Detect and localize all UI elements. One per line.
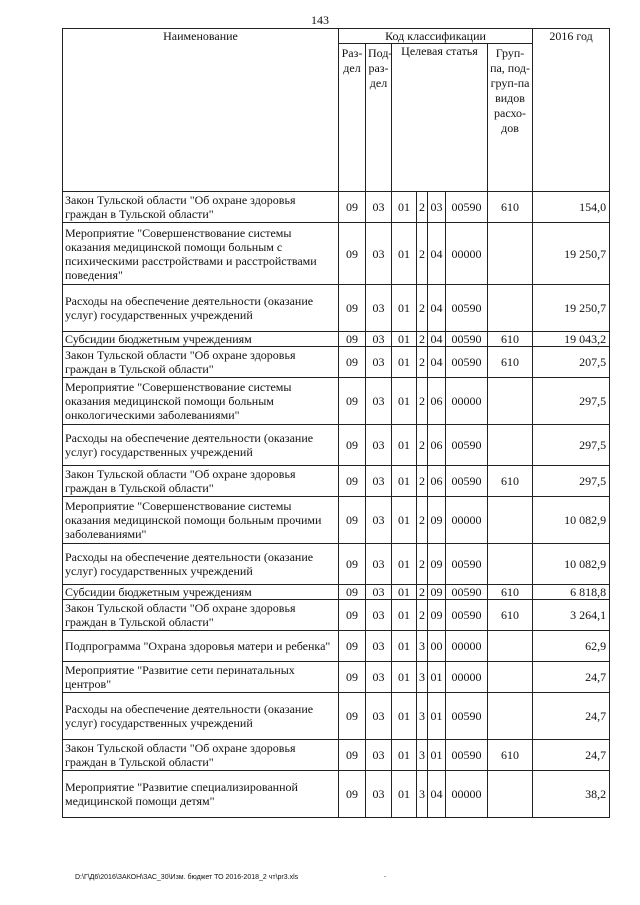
row-expense-group [488, 425, 533, 466]
row-expense-group [488, 378, 533, 425]
row-target-event: 04 [428, 347, 446, 378]
row-name: Мероприятие "Развитие сети перинатальных центров" [63, 662, 339, 693]
row-section: 09 [339, 693, 366, 740]
row-amount: 24,7 [533, 662, 610, 693]
row-section: 09 [339, 378, 366, 425]
row-target-event: 04 [428, 332, 446, 347]
row-target-direction: 00000 [446, 771, 488, 818]
row-amount: 19 250,7 [533, 223, 610, 285]
table-row [63, 600, 610, 631]
row-target-program: 01 [392, 192, 417, 223]
row-target-subprogram: 2 [417, 497, 428, 544]
header-classification: Код классификации [339, 29, 533, 44]
row-subsection: 03 [366, 347, 392, 378]
row-amount: 24,7 [533, 740, 610, 771]
row-section: 09 [339, 425, 366, 466]
row-section: 09 [339, 192, 366, 223]
row-subsection: 03 [366, 693, 392, 740]
row-name: Мероприятие "Совершенствование системы оказания медицинской помощи больным с психическими расстройствами и расстройствами поведения" [63, 223, 339, 285]
row-target-direction: 00590 [446, 544, 488, 585]
row-name: Закон Тульской области "Об охране здоровья граждан в Тульской области" [63, 600, 339, 631]
row-amount: 62,9 [533, 631, 610, 662]
row-target-subprogram: 2 [417, 425, 428, 466]
row-target-direction: 00590 [446, 585, 488, 600]
row-target-program: 01 [392, 771, 417, 818]
header-subsection: Под-раз-дел [366, 44, 392, 192]
row-target-program: 01 [392, 285, 417, 332]
row-subsection: 03 [366, 192, 392, 223]
row-section: 09 [339, 600, 366, 631]
row-target-direction: 00590 [446, 347, 488, 378]
row-target-subprogram: 2 [417, 285, 428, 332]
row-target-event: 09 [428, 544, 446, 585]
row-expense-group: 610 [488, 192, 533, 223]
row-section: 09 [339, 631, 366, 662]
row-expense-group [488, 497, 533, 544]
row-target-program: 01 [392, 693, 417, 740]
row-amount: 3 264,1 [533, 600, 610, 631]
row-target-direction: 00590 [446, 332, 488, 347]
table-row [63, 662, 610, 693]
table-row [63, 285, 610, 332]
row-amount: 38,2 [533, 771, 610, 818]
row-name: Мероприятие "Совершенствование системы оказания медицинской помощи больным онкологическими заболеваниями" [63, 378, 339, 425]
header-year: 2016 год [533, 29, 610, 192]
row-subsection: 03 [366, 223, 392, 285]
row-name: Субсидии бюджетным учреждениям [63, 332, 339, 347]
row-amount: 19 043,2 [533, 332, 610, 347]
row-name: Закон Тульской области "Об охране здоровья граждан в Тульской области" [63, 740, 339, 771]
table-row [63, 740, 610, 771]
row-expense-group: 610 [488, 347, 533, 378]
row-expense-group [488, 631, 533, 662]
row-expense-group: 610 [488, 585, 533, 600]
row-target-event: 04 [428, 223, 446, 285]
row-target-direction: 00590 [446, 285, 488, 332]
row-target-event: 06 [428, 378, 446, 425]
row-section: 09 [339, 332, 366, 347]
row-amount: 297,5 [533, 466, 610, 497]
row-subsection: 03 [366, 425, 392, 466]
row-target-program: 01 [392, 631, 417, 662]
row-target-program: 01 [392, 223, 417, 285]
row-name: Субсидии бюджетным учреждениям [63, 585, 339, 600]
row-target-event: 01 [428, 693, 446, 740]
row-target-event: 09 [428, 497, 446, 544]
row-target-program: 01 [392, 347, 417, 378]
row-target-program: 01 [392, 332, 417, 347]
header-target-article: Целевая статья [392, 44, 488, 192]
row-name: Мероприятие "Развитие специализированной медицинской помощи детям" [63, 771, 339, 818]
table-row [63, 192, 610, 223]
row-subsection: 03 [366, 740, 392, 771]
row-target-program: 01 [392, 497, 417, 544]
row-target-event: 04 [428, 285, 446, 332]
row-target-program: 01 [392, 585, 417, 600]
row-expense-group: 610 [488, 466, 533, 497]
table-row [63, 347, 610, 378]
row-target-event: 04 [428, 771, 446, 818]
row-section: 09 [339, 740, 366, 771]
row-expense-group [488, 771, 533, 818]
row-expense-group: 610 [488, 740, 533, 771]
row-target-event: 09 [428, 600, 446, 631]
row-target-subprogram: 3 [417, 693, 428, 740]
row-section: 09 [339, 347, 366, 378]
row-target-subprogram: 2 [417, 585, 428, 600]
row-subsection: 03 [366, 771, 392, 818]
row-subsection: 03 [366, 332, 392, 347]
footer-file-path: D:\Г\Д6\2016\ЗАКОН\ЗАС_30\Изм. бюджет ТО 2016-2018_2 чт\pr3.xls [75, 874, 299, 881]
row-section: 09 [339, 544, 366, 585]
row-target-subprogram: 2 [417, 223, 428, 285]
row-section: 09 [339, 223, 366, 285]
row-expense-group [488, 662, 533, 693]
row-subsection: 03 [366, 662, 392, 693]
budget-table [62, 28, 610, 818]
row-target-program: 01 [392, 425, 417, 466]
row-target-event: 09 [428, 585, 446, 600]
row-name: Закон Тульской области "Об охране здоровья граждан в Тульской области" [63, 466, 339, 497]
row-subsection: 03 [366, 285, 392, 332]
row-target-direction: 00590 [446, 693, 488, 740]
row-target-subprogram: 2 [417, 332, 428, 347]
row-amount: 297,5 [533, 378, 610, 425]
row-target-program: 01 [392, 466, 417, 497]
row-target-program: 01 [392, 600, 417, 631]
row-target-program: 01 [392, 378, 417, 425]
table-row [63, 466, 610, 497]
table-row [63, 771, 610, 818]
row-expense-group [488, 223, 533, 285]
row-amount: 24,7 [533, 693, 610, 740]
row-expense-group: 610 [488, 600, 533, 631]
row-target-subprogram: 2 [417, 347, 428, 378]
row-target-subprogram: 3 [417, 740, 428, 771]
row-name: Мероприятие "Совершенствование системы оказания медицинской помощи больным прочими заболеваниями" [63, 497, 339, 544]
row-name: Подпрограмма "Охрана здоровья матери и ребенка" [63, 631, 339, 662]
row-target-event: 00 [428, 631, 446, 662]
row-target-program: 01 [392, 662, 417, 693]
row-target-direction: 00000 [446, 378, 488, 425]
row-name: Расходы на обеспечение деятельности (оказание услуг) государственных учреждений [63, 285, 339, 332]
row-target-direction: 00000 [446, 662, 488, 693]
row-name: Закон Тульской области "Об охране здоровья граждан в Тульской области" [63, 192, 339, 223]
row-target-event: 03 [428, 192, 446, 223]
row-target-subprogram: 3 [417, 662, 428, 693]
table-row [63, 497, 610, 544]
row-target-direction: 00000 [446, 631, 488, 662]
footer-mark: . [384, 870, 386, 879]
row-subsection: 03 [366, 600, 392, 631]
table-row [63, 585, 610, 600]
row-target-subprogram: 2 [417, 466, 428, 497]
table-row [63, 378, 610, 425]
header-expense-group: Груп-па, под-груп-па видов расхо-дов [488, 44, 533, 192]
row-amount: 19 250,7 [533, 285, 610, 332]
row-target-subprogram: 2 [417, 600, 428, 631]
row-name: Расходы на обеспечение деятельности (оказание услуг) государственных учреждений [63, 425, 339, 466]
row-target-subprogram: 3 [417, 631, 428, 662]
row-target-event: 06 [428, 425, 446, 466]
row-amount: 207,5 [533, 347, 610, 378]
page-number: 143 [311, 13, 329, 27]
row-subsection: 03 [366, 631, 392, 662]
row-name: Закон Тульской области "Об охране здоровья граждан в Тульской области" [63, 347, 339, 378]
table-row [63, 223, 610, 285]
row-target-program: 01 [392, 740, 417, 771]
row-target-direction: 00000 [446, 223, 488, 285]
row-amount: 154,0 [533, 192, 610, 223]
row-subsection: 03 [366, 544, 392, 585]
row-subsection: 03 [366, 497, 392, 544]
row-section: 09 [339, 466, 366, 497]
row-section: 09 [339, 497, 366, 544]
row-target-direction: 00590 [446, 740, 488, 771]
row-expense-group [488, 544, 533, 585]
row-target-event: 01 [428, 740, 446, 771]
row-target-direction: 00590 [446, 600, 488, 631]
row-expense-group [488, 285, 533, 332]
table-row [63, 544, 610, 585]
row-name: Расходы на обеспечение деятельности (оказание услуг) государственных учреждений [63, 693, 339, 740]
header-section: Раз-дел [339, 44, 366, 192]
row-target-subprogram: 2 [417, 378, 428, 425]
row-subsection: 03 [366, 466, 392, 497]
row-section: 09 [339, 771, 366, 818]
row-section: 09 [339, 662, 366, 693]
row-expense-group [488, 693, 533, 740]
row-amount: 10 082,9 [533, 544, 610, 585]
row-target-direction: 00590 [446, 466, 488, 497]
row-expense-group: 610 [488, 332, 533, 347]
row-amount: 6 818,8 [533, 585, 610, 600]
row-section: 09 [339, 585, 366, 600]
table-row [63, 332, 610, 347]
row-target-event: 06 [428, 466, 446, 497]
row-target-program: 01 [392, 544, 417, 585]
row-target-direction: 00590 [446, 425, 488, 466]
row-target-direction: 00590 [446, 192, 488, 223]
row-subsection: 03 [366, 585, 392, 600]
row-target-direction: 00000 [446, 497, 488, 544]
row-target-subprogram: 2 [417, 192, 428, 223]
row-subsection: 03 [366, 378, 392, 425]
table-row [63, 425, 610, 466]
row-target-event: 01 [428, 662, 446, 693]
table-row [63, 693, 610, 740]
table-row [63, 631, 610, 662]
row-name: Расходы на обеспечение деятельности (оказание услуг) государственных учреждений [63, 544, 339, 585]
row-amount: 297,5 [533, 425, 610, 466]
row-amount: 10 082,9 [533, 497, 610, 544]
row-target-subprogram: 2 [417, 544, 428, 585]
row-target-subprogram: 3 [417, 771, 428, 818]
row-section: 09 [339, 285, 366, 332]
header-name: Наименование [63, 29, 339, 192]
